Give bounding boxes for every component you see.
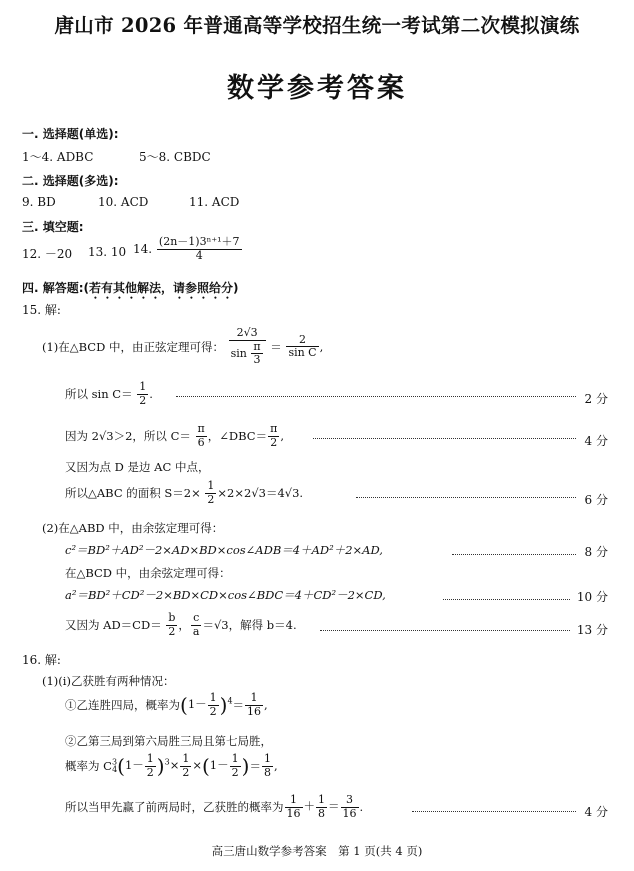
q15-part2-intro2: 在△BCD 中，由余弦定理可得： (65, 566, 231, 580)
q16-case2-prob-text: 概率为 C (65, 759, 112, 774)
q15-part2-intro: (2)在△ABD 中，由余弦定理可得： (42, 521, 224, 535)
q15-sinC-text: 所以 sin C＝ (65, 387, 133, 402)
dotted-leader (313, 438, 576, 439)
q15-line-solve: 又因为 AD＝CD＝ $\frac{b}{2}$ ， $\frac{c}{a}$ ＝√3，解得 b＝4. (65, 611, 297, 638)
answer-12: 12. －20 (22, 247, 73, 261)
answer-14 (133, 236, 243, 262)
document-subtitle: 数学参考答案 (227, 73, 407, 104)
answer-9: 9. BD (22, 195, 56, 209)
score-2: 2 分 (584, 392, 608, 406)
q15-angleC-text: 因为 2√3＞2，所以 C＝ (65, 429, 191, 444)
q15-cosine-eq2: a²＝BD²＋CD²－2×BD×CD×cos∠BDC＝4＋CD²－2×CD, (65, 588, 386, 602)
dotted-leader (443, 599, 570, 600)
answer-10: 10. ACD (98, 195, 149, 209)
section-heading-solutions (22, 279, 239, 302)
q15-fraction-a: 2√3 sin $\frac{\pi}{3}$ (229, 327, 266, 367)
q15-line-angleC: 因为 2√3＞2，所以 C＝ $\frac{\pi}{6}$ ，∠DBC＝ $\frac{\pi}{2}$ , (65, 422, 284, 449)
dotted-leader (356, 497, 576, 498)
q16-case1: ①乙连胜四局，概率为(1－ $\frac{1}{2}$ )$^4$＝ $\frac{1}{16}$ , (65, 691, 268, 718)
section-4-title: 四. 解答题: (22, 281, 84, 295)
page-footer: 高三唐山数学参考答案 第 1 页(共 4 页) (211, 844, 423, 858)
q16-conclusion: 所以当甲先赢了前两局时，乙获胜的概率为 $\frac{1}{16}$ ＋ $\frac{1}{8}$ ＝ $\frac{3}{16}$ . (65, 793, 364, 820)
section-heading-multi-choice: 二. 选择题(多选): (22, 174, 119, 188)
answer-1-4: 1～4. ADBC (22, 150, 94, 164)
q15-p1-intro-text: (1)在△BCD 中，由正弦定理可得： (42, 339, 224, 354)
fraction-numerator: (2n－1)3ⁿ⁺¹＋7 (158, 235, 240, 248)
q15-part1-intro: (1)在△BCD 中，由正弦定理可得： 2√3 sin $\frac{\pi}{3}$ ＝ $\frac{2}{\text{sin C}}$ , (42, 326, 324, 367)
q15-line-area: 所以△ABC 的面积 S＝2× $\frac{1}{2}$ ×2×2√3＝4√3. (65, 479, 304, 506)
q15-solve-text-a: 又因为 AD＝CD＝ (65, 618, 162, 633)
q15-fraction-b: $\frac{2}{\text{sin C}}$ (288, 332, 317, 360)
dotted-leader (320, 630, 570, 631)
answer-14-label: 14. (133, 242, 153, 257)
q15-solve-text-b: ，解得 b＝4. (228, 618, 297, 633)
dotted-leader (452, 554, 576, 555)
section-heading-fill-in: 三. 填空题: (22, 220, 84, 234)
answer-11: 11. ACD (189, 195, 240, 209)
q16-conclusion-text: 所以当甲先赢了前两局时，乙获胜的概率为 (65, 800, 284, 815)
q15-angleDBC-text: ，∠DBC＝ (207, 429, 268, 444)
dotted-leader (412, 811, 576, 812)
section-heading-single-choice: 一. 选择题(单选): (22, 127, 119, 141)
q15-line-midpoint: 又因为点 D 是边 AC 中点， (65, 460, 210, 474)
q15-line-sinC: 所以 sin C＝ $\frac{1}{2}$ . (65, 380, 153, 407)
fraction-denominator: 4 (195, 248, 203, 262)
q16-case2: ②乙第三局到第六局胜三局且第七局胜， (65, 734, 272, 748)
q16-label: 16. 解: (22, 653, 61, 667)
score-10: 10 分 (576, 590, 608, 604)
q16-intro: (1)(i)乙获胜有两种情况： (42, 674, 175, 688)
dotted-leader (176, 396, 576, 397)
q15-cosine-eq1: c²＝BD²＋AD²－2×AD×BD×cos∠ADB＝4＋AD²＋2×AD, (65, 543, 383, 557)
section-4-note: (若有其他解法，请参照给分) (83, 281, 239, 295)
document-title: 唐山市 2026 年普通高等学校招生统一考试第二次模拟演练 (54, 14, 580, 37)
score-q16-4: 4 分 (584, 805, 608, 819)
q15-label: 15. 解: (22, 303, 61, 317)
score-8: 8 分 (584, 545, 608, 559)
q15-area-text-a: 所以△ABC 的面积 S＝2× (65, 486, 201, 501)
answer-5-8: 5～8. CBDC (139, 150, 211, 164)
score-6: 6 分 (584, 493, 608, 507)
score-13: 13 分 (576, 623, 608, 637)
answer-13: 13. 10 (88, 245, 127, 259)
score-4: 4 分 (584, 434, 608, 448)
q16-case2-prob: 概率为 $C^3_4(1-$ $\frac{1}{2}$ )$^3$× $\frac{1}{2}$ ×(1－ $\frac{1}{2}$ )＝ $\frac{1}{8}$ , (65, 752, 278, 779)
q16-case1-text: ①乙连胜四局，概率为 (65, 698, 180, 713)
answer-14-fraction (157, 236, 242, 262)
q15-area-text-b: ×2×2√3＝4√3. (217, 486, 304, 501)
